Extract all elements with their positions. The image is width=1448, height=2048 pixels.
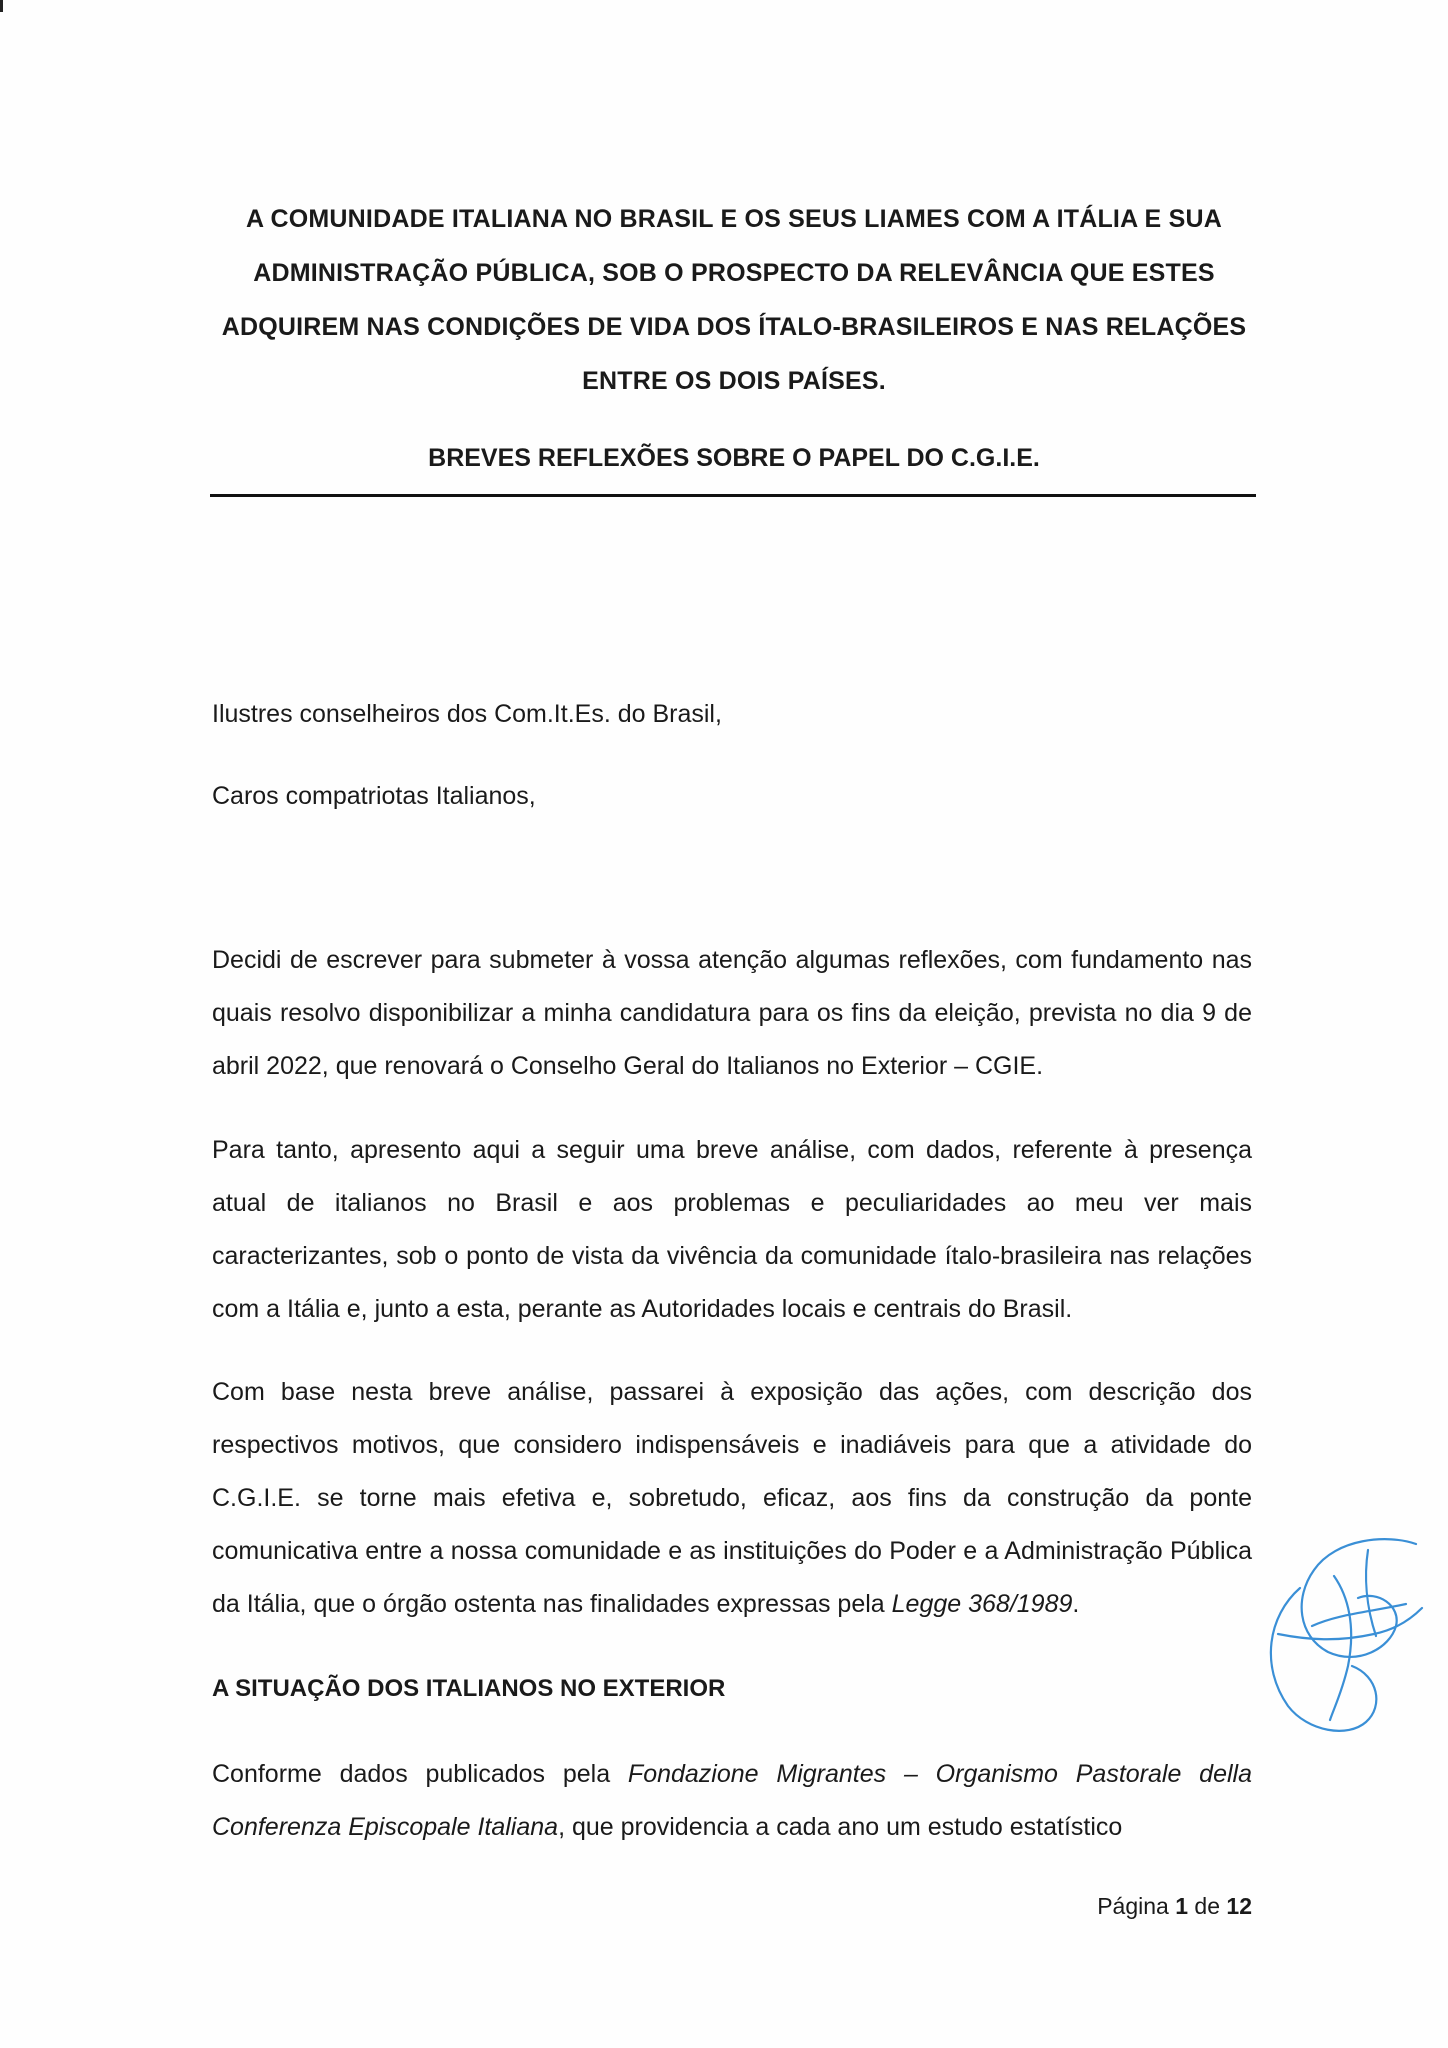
paragraph-actions [212,1366,1252,1631]
handwritten-signature [1238,1516,1448,1746]
paragraph-data-source-text: Conforme dados publicados pela [212,1760,628,1788]
law-reference: Legge 368/1989 [891,1590,1073,1618]
page-footer [1097,1890,1252,1922]
page-total: 12 [1226,1893,1252,1919]
title-line: ADMINISTRAÇÃO PÚBLICA, SOB O PROSPECTO DA RELEVÂNCIA QUE ESTES [253,259,1215,287]
paragraph-data-source-end: , que providencia a cada ano um estudo estatístico [558,1813,1123,1841]
title-divider [210,494,1256,497]
document-title [212,192,1256,408]
section-heading: A SITUAÇÃO DOS ITALIANOS NO EXTERIOR [212,1675,726,1702]
document-subtitle: BREVES REFLEXÕES SOBRE O PAPEL DO C.G.I.E. [428,444,1040,472]
title-line: ENTRE OS DOIS PAÍSES. [582,367,886,395]
scan-edge-mark [0,0,3,12]
paragraph-introduction: Decidi de escrever para submeter à vossa atenção algumas reflexões, com fundamento nas quais resolvo disponibilizar a minha candidatura para os fins da eleição, prevista no dia 9 de abril 2022, que renovará o Conselho Geral do Italianos no Exterior – CGIE. [212,946,1252,1080]
paragraph-data-source [212,1748,1252,1854]
of-label: de [1194,1893,1221,1919]
paragraph-analysis: Para tanto, apresento aqui a seguir uma breve análise, com dados, referente à presença atual de italianos no Brasil e aos problemas e peculiaridades ao meu ver mais caracterizantes, sob o ponto de vista da vivência da comunidade ítalo-brasileira nas relações com a Itália e, junto a esta, perante as Autoridades locais e centrais do Brasil. [212,1136,1252,1323]
paragraph-actions-end: . [1072,1590,1080,1618]
salutation-councillors: Ilustres conselheiros dos Com.It.Es. do Brasil, [212,700,722,728]
paragraph-actions-text: Com base nesta breve análise, passarei à exposição das ações, com descrição dos respectivos motivos, que considero indispensáveis e inadiáveis para que a atividade do C.G.I.E. se torne mais efetiva e, sobretudo, eficaz, aos fins da construção da ponte comunicativa entre a nossa comunidade e as instituições do Poder e a Administração Pública da Itália, que o órgão ostenta nas finalidades expressas pela [212,1378,1252,1618]
title-line: ADQUIREM NAS CONDIÇÕES DE VIDA DOS ÍTALO-BRASILEIROS E NAS RELAÇÕES [221,313,1247,341]
title-line: A COMUNIDADE ITALIANA NO BRASIL E OS SEUS LIAMES COM A ITÁLIA E SUA [246,205,1222,233]
page-number: 1 [1175,1893,1189,1919]
salutation-compatriots: Caros compatriotas Italianos, [212,782,536,810]
foundation-name: Fondazione Migrantes – Organismo Pastorale della Conferenza Episcopale Italiana [212,1760,1252,1841]
page-label: Página [1097,1893,1169,1919]
